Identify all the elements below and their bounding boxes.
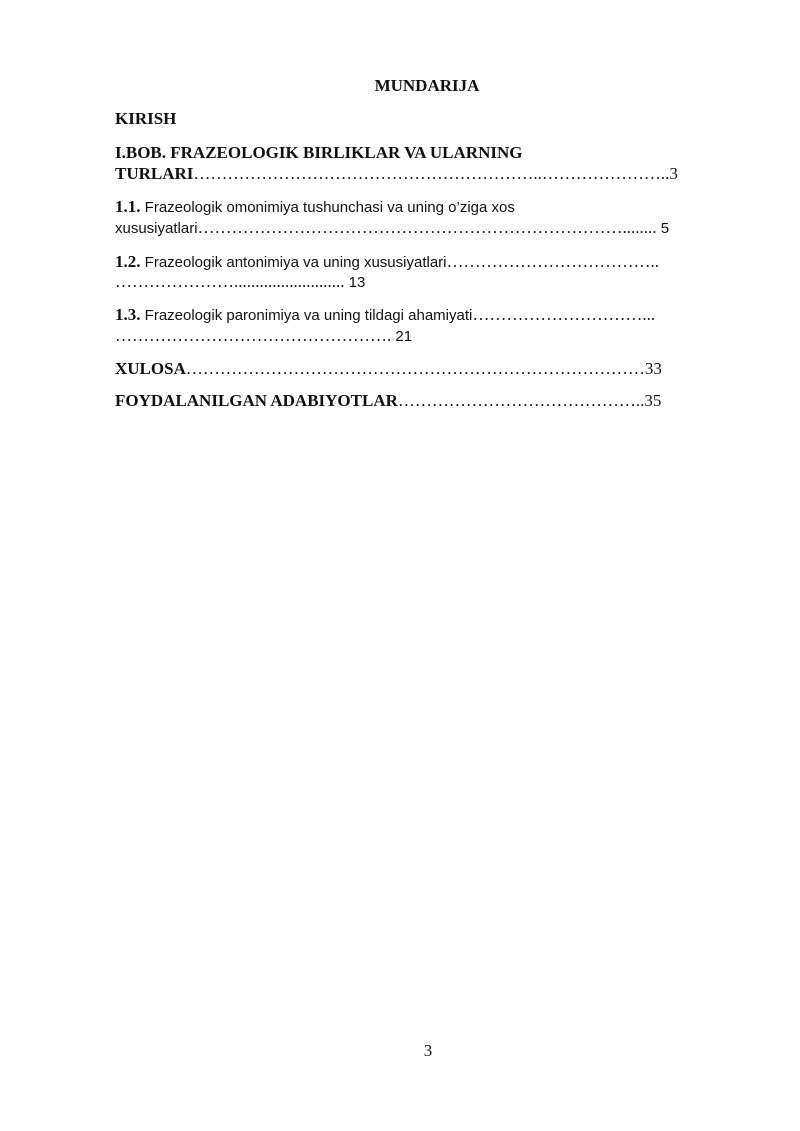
toc-section-number: 1.3.	[115, 305, 141, 324]
toc-entry-label: XULOSA	[115, 359, 186, 378]
toc-entry-xulosa	[115, 359, 662, 379]
toc-entry-1-1-line1	[115, 197, 515, 217]
toc-entry-1-2-line2	[115, 272, 365, 292]
toc-entry-chapter1-line2	[115, 164, 678, 184]
toc-entry-1-3-line1	[115, 305, 655, 325]
toc-page-number: 13	[344, 274, 366, 291]
toc-leader-dots: ………………………………..	[446, 252, 659, 271]
toc-section-title: Frazeologik antonimiya va uning xususiyatlari	[140, 254, 447, 271]
toc-page-number: 3	[669, 164, 678, 183]
toc-section-title: Frazeologik omonimiya tushunchasi va uning o’ziga xos	[140, 199, 515, 216]
toc-leader-dots: ………………………………………………………………………	[185, 359, 645, 378]
toc-page-number: 33	[644, 359, 662, 378]
toc-leader-dots: ……………………………………..	[397, 391, 645, 410]
toc-entry-chapter1-line1: I.BOB. FRAZEOLOGIK BIRLIKLAR VA ULARNING	[115, 143, 523, 162]
toc-leader-dots: …………………………………………………………………........	[197, 218, 657, 237]
toc-section-number: 1.1.	[115, 197, 141, 216]
toc-section-number: 1.2.	[115, 252, 141, 271]
toc-entry-1-2-line1	[115, 252, 659, 272]
page-number: 3	[423, 1041, 433, 1060]
toc-section-title: Frazeologik paronimiya va uning tildagi ahamiyati	[140, 307, 473, 324]
toc-page-number: 35	[644, 391, 662, 410]
toc-entry-kirish: KIRISH	[115, 109, 177, 128]
toc-page-number: 5	[656, 220, 670, 237]
toc-leader-dots: ……………………………………………………..…………………..	[193, 164, 670, 183]
toc-entry-chapter1-label: TURLARI	[115, 164, 194, 183]
toc-leader-dots: …………………..........................	[115, 272, 345, 291]
toc-entry-label: FOYDALANILGAN ADABIYOTLAR	[115, 391, 398, 410]
toc-entry-1-3-line2	[115, 326, 412, 346]
toc-section-title-cont: xususiyatlari	[115, 220, 198, 237]
toc-leader-dots: …………………………...	[472, 305, 656, 324]
toc-leader-dots: ………………………………………….	[115, 326, 392, 345]
toc-entry-1-1-line2	[115, 218, 669, 238]
page-title: MUNDARIJA	[374, 76, 480, 95]
toc-entry-adabiyotlar	[115, 391, 661, 411]
toc-page-number: 21	[391, 328, 413, 345]
